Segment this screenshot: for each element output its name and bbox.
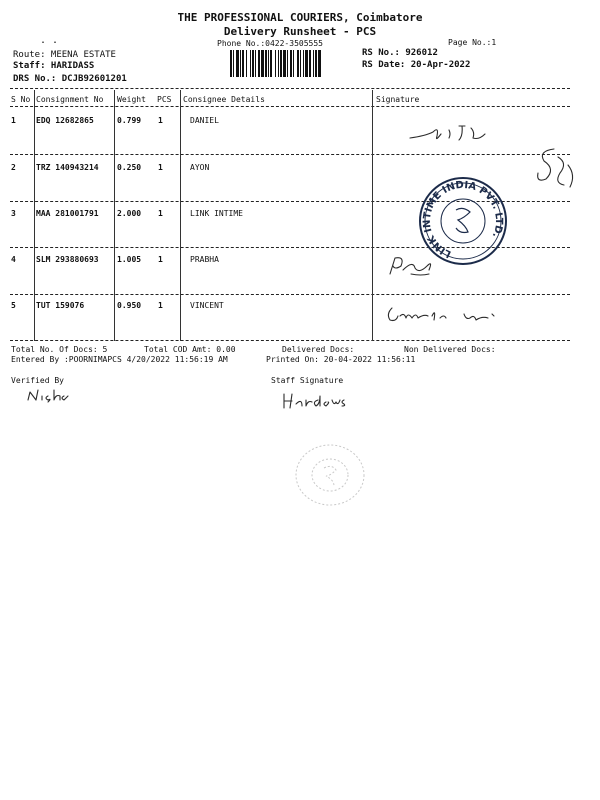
phone-number: Phone No.:0422-3505555: [217, 39, 323, 48]
drs-number: DRS No.: DCJB92601201: [13, 74, 127, 84]
non-delivered-docs: Non Delivered Docs:: [404, 345, 496, 354]
col-header-pcs: PCS: [157, 95, 172, 104]
row-sno: 2: [11, 163, 16, 172]
column-line: [34, 90, 35, 341]
column-line: [114, 90, 115, 341]
page-number: Page No.:1: [448, 38, 497, 47]
barcode-bar: [255, 50, 256, 77]
barcode-bar: [261, 50, 264, 77]
barcode-bar: [303, 50, 304, 77]
barcode-bar: [275, 50, 276, 77]
total-cod-amount: Total COD Amt: 0.00: [144, 345, 236, 354]
col-header-signature: Signature: [376, 95, 420, 104]
row-consignee: LINK INTIME: [190, 209, 243, 218]
row-consignment: MAA 281001791: [36, 209, 99, 218]
row-consignee: DANIEL: [190, 116, 219, 125]
row-divider: [10, 294, 570, 295]
svg-text:LINK INTIME INDIA PVT. LTD.: [418, 176, 508, 266]
row-consignment: EDQ 12682865: [36, 116, 94, 125]
row-sno: 3: [11, 209, 16, 218]
signature-row-5: [384, 304, 504, 326]
row-consignee: AYON: [190, 163, 210, 172]
row-pcs: 1: [158, 163, 163, 172]
barcode-bar: [265, 50, 267, 77]
row-pcs: 1: [158, 301, 163, 310]
entered-by: Entered By :POORNIMAPCS 4/20/2022 11:56:19 AM: [11, 355, 228, 364]
stamp-text: LINK INTIME INDIA PVT. LTD.: [421, 179, 505, 260]
delivered-docs: Delivered Docs:: [282, 345, 355, 354]
staff-signature-label: Staff Signature: [271, 376, 344, 385]
document-title: Delivery Runsheet - PCS: [223, 25, 377, 38]
barcode-bar: [268, 50, 269, 77]
barcode-bar: [280, 50, 282, 77]
row-consignee: VINCENT: [190, 301, 224, 310]
printed-on: Printed On: 20-04-2022 11:56:11: [266, 355, 416, 364]
row-sno: 1: [11, 116, 16, 125]
col-header-consignee: Consignee Details: [183, 95, 265, 104]
total-docs: Total No. Of Docs: 5: [11, 345, 108, 354]
barcode-bar: [305, 50, 308, 77]
row-weight: 0.250: [117, 163, 142, 172]
top-left-dots: . .: [40, 35, 59, 46]
verifier-signature: [26, 386, 70, 406]
col-header-consignment: Consignment No: [36, 95, 104, 104]
barcode-bar: [315, 50, 317, 77]
barcode: [230, 50, 352, 77]
verified-by-label: Verified By: [11, 376, 64, 385]
column-line: [180, 90, 181, 341]
col-header-weight: Weight: [117, 95, 146, 104]
barcode-bar: [287, 50, 288, 77]
row-weight: 0.799: [117, 116, 142, 125]
column-line: [372, 90, 373, 341]
barcode-bar: [318, 50, 321, 77]
staff-name: Staff: HARIDASS: [13, 61, 95, 71]
row-pcs: 1: [158, 255, 163, 264]
rs-date: RS Date: 20-Apr-2022: [362, 60, 471, 70]
row-pcs: 1: [158, 116, 163, 125]
row-consignment: TUT 159076: [36, 301, 85, 310]
barcode-bar: [236, 50, 239, 77]
stamp-graphic: [418, 176, 508, 266]
barcode-bar: [278, 50, 279, 77]
row-consignee: PRABHA: [190, 255, 219, 264]
row-pcs: 1: [158, 209, 163, 218]
barcode-bar: [297, 50, 299, 77]
barcode-bar: [270, 50, 272, 77]
row-weight: 0.950: [117, 301, 142, 310]
col-header-sno: S No: [11, 95, 31, 104]
company-stamp: [418, 176, 508, 266]
signature-row-2: [530, 143, 578, 198]
company-title: THE PROFESSIONAL COURIERS, Coimbatore: [177, 11, 423, 24]
barcode-bar: [293, 50, 294, 77]
route: Route: MEENA ESTATE: [13, 50, 116, 60]
row-sno: 4: [11, 255, 16, 264]
table-header-rule: [10, 106, 570, 107]
row-weight: 1.005: [117, 255, 142, 264]
barcode-bar: [258, 50, 260, 77]
barcode-bar: [309, 50, 311, 77]
row-consignment: TRZ 140943214: [36, 163, 99, 172]
row-divider: [10, 154, 570, 155]
row-consignment: SLM 293880693: [36, 255, 99, 264]
staff-handwritten-signature: [280, 390, 350, 412]
signature-row-1: [405, 118, 495, 148]
barcode-bar: [250, 50, 251, 77]
barcode-bar: [313, 50, 314, 77]
row-sno: 5: [11, 301, 16, 310]
faint-stamp-mark: [290, 440, 370, 510]
barcode-bar: [283, 50, 286, 77]
barcode-bar: [240, 50, 241, 77]
barcode-bar: [242, 50, 244, 77]
barcode-bar: [300, 50, 301, 77]
barcode-bar: [246, 50, 247, 77]
barcode-bar: [252, 50, 254, 77]
table-top-rule: [10, 88, 570, 89]
barcode-bar: [230, 50, 232, 77]
rs-number: RS No.: 926012: [362, 48, 438, 58]
barcode-bar: [290, 50, 292, 77]
row-weight: 2.000: [117, 209, 142, 218]
table-bottom-rule: [10, 340, 570, 341]
barcode-bar: [233, 50, 234, 77]
